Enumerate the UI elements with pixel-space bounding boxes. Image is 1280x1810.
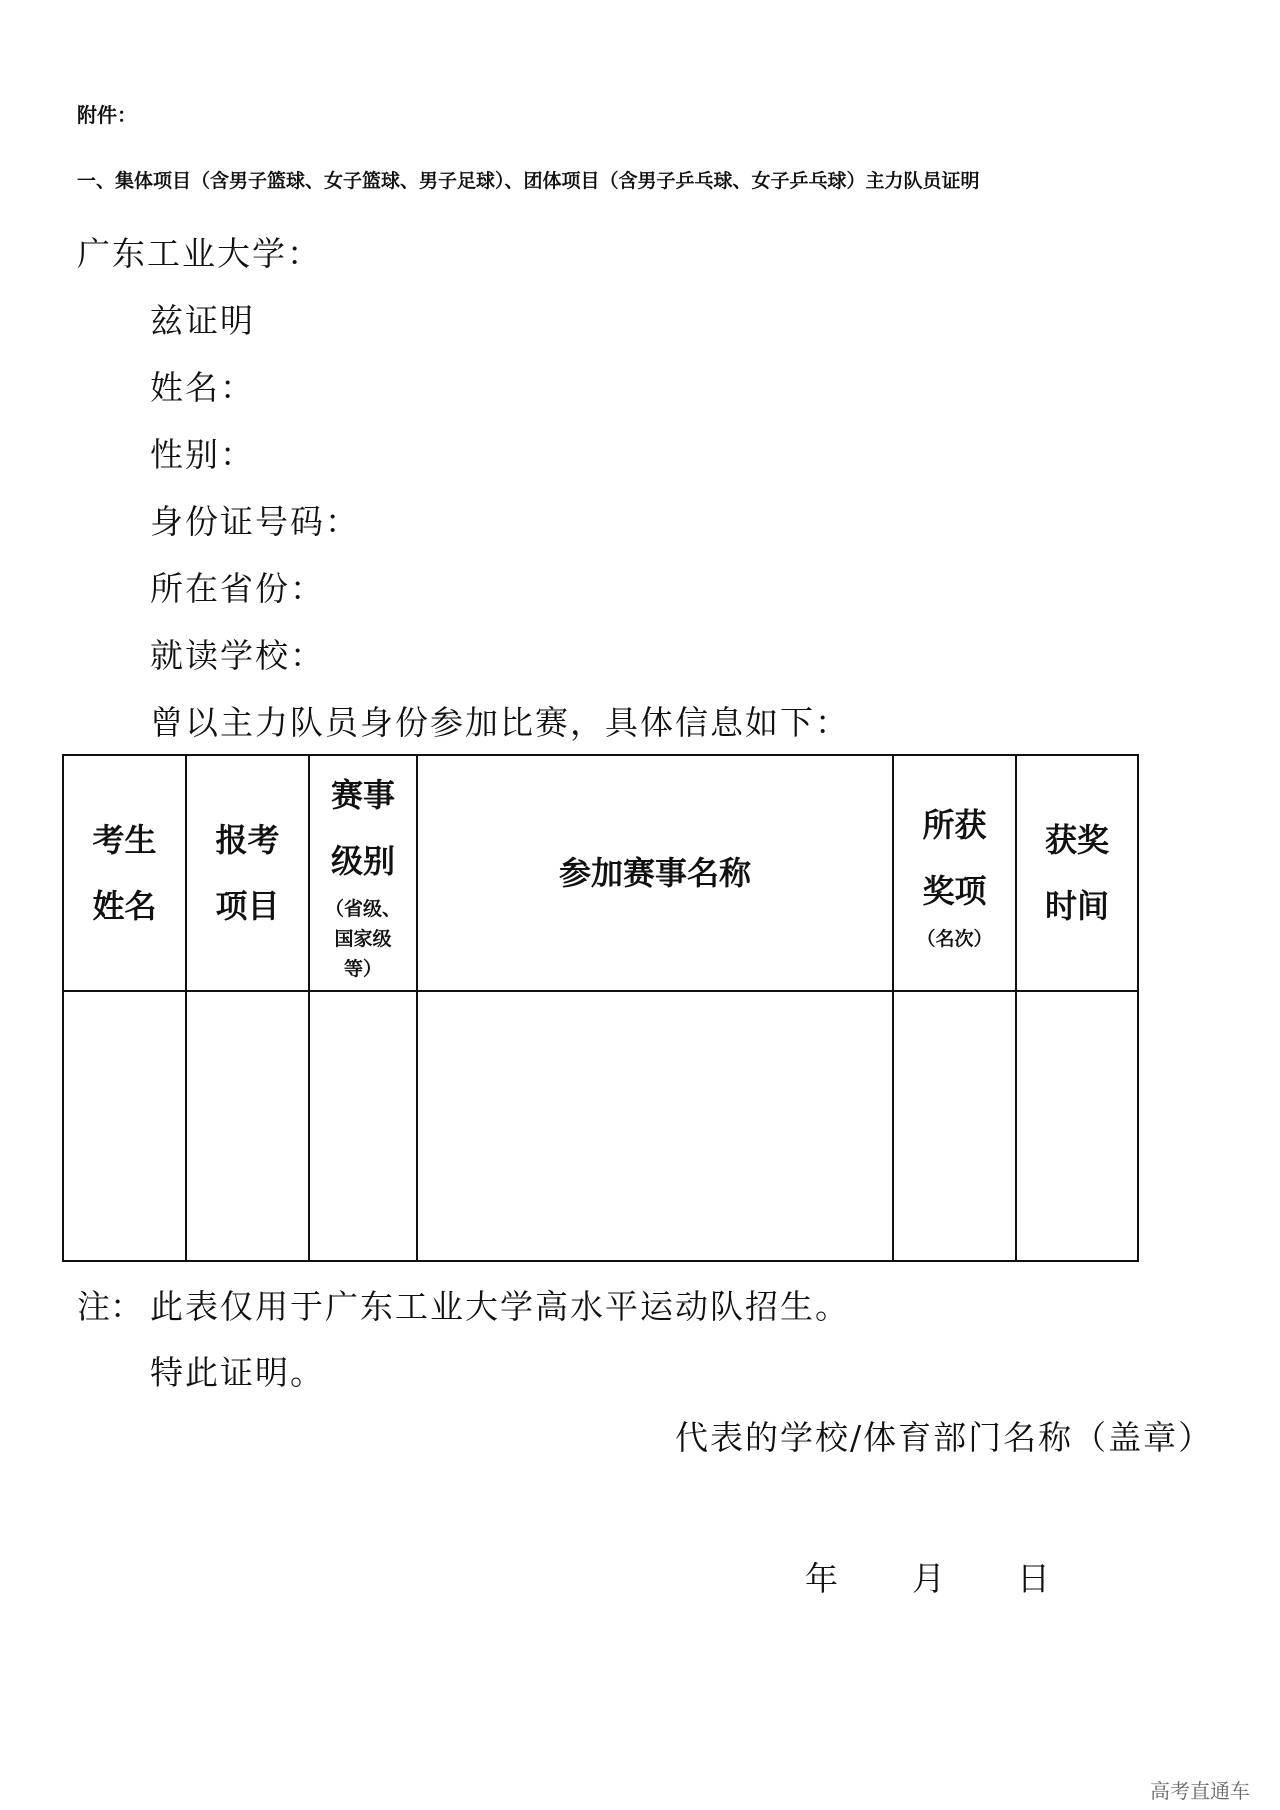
field-name: 姓名： <box>150 368 255 407</box>
table-header-row <box>63 755 1138 991</box>
cell-award[interactable] <box>893 991 1016 1261</box>
cell-candidate-name[interactable] <box>63 991 186 1261</box>
note-label: 注： <box>77 1287 143 1326</box>
header-award-time: 获奖时间 <box>1016 755 1138 991</box>
competition-table <box>62 754 1139 1262</box>
header-competition-level: 赛事级别 （省级、国家级等） <box>309 755 417 991</box>
header-competition-name: 参加赛事名称 <box>417 755 893 991</box>
special-proof: 特此证明。 <box>150 1353 325 1392</box>
date-day: 日 <box>1017 1559 1050 1598</box>
note-text: 此表仅用于广东工业大学高水平运动队招生。 <box>150 1287 850 1326</box>
date-month: 月 <box>912 1559 945 1598</box>
stamp-line: 代表的学校/体育部门名称（盖章） <box>675 1418 1214 1457</box>
cell-applied-event[interactable] <box>186 991 309 1261</box>
addressee: 广东工业大学： <box>77 234 322 273</box>
competition-intro: 曾以主力队员身份参加比赛，具体信息如下： <box>150 703 850 742</box>
date-year: 年 <box>805 1559 838 1598</box>
header-applied-event: 报考项目 <box>186 755 309 991</box>
cell-competition-level[interactable] <box>309 991 417 1261</box>
field-province: 所在省份： <box>150 569 325 608</box>
field-gender: 性别： <box>150 435 255 474</box>
field-school: 就读学校： <box>150 636 325 675</box>
header-award: 所获奖项 （名次） <box>893 755 1016 991</box>
table-row <box>63 991 1138 1261</box>
header-candidate-name: 考生姓名 <box>63 755 186 991</box>
header-competition-level-note: （省级、国家级等） <box>324 898 401 980</box>
intro-line: 兹证明 <box>150 301 255 340</box>
cell-competition-name[interactable] <box>417 991 893 1261</box>
header-award-note: （名次） <box>916 928 993 950</box>
section-heading: 一、集体项目（含男子篮球、女子篮球、男子足球）、团体项目（含男子乒乓球、女子乒乓球）主力队员证明 <box>77 170 980 192</box>
attachment-label: 附件： <box>77 103 137 127</box>
watermark: 高考直通车 <box>1150 1779 1250 1803</box>
cell-award-time[interactable] <box>1016 991 1138 1261</box>
field-id-number: 身份证号码： <box>150 502 360 541</box>
